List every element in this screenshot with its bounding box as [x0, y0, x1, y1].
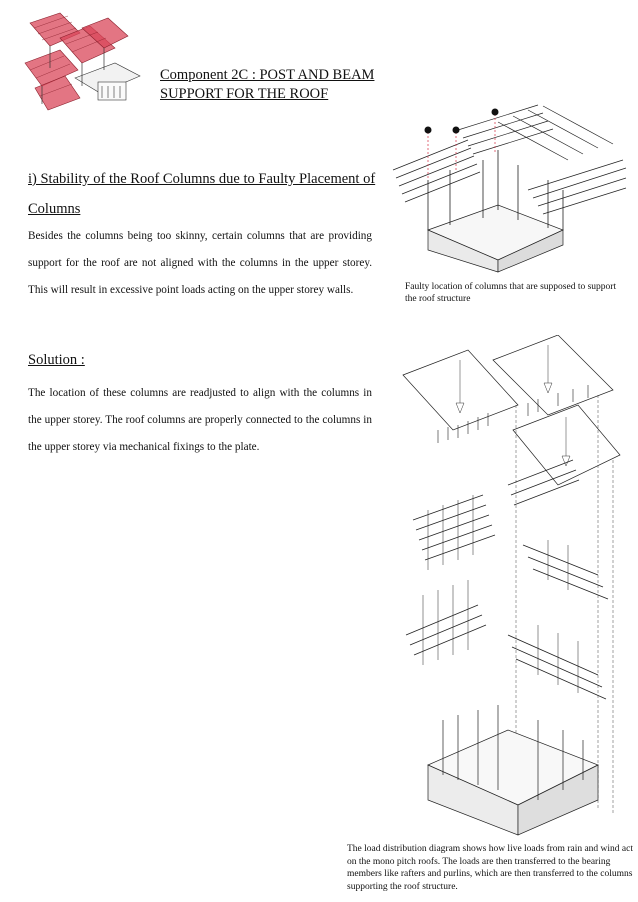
page-heading [160, 66, 374, 104]
key-plan-thumbnail [20, 8, 150, 118]
solution-title: Solution : [28, 352, 85, 368]
figure-2-caption: The load distribution diagram shows how live loads from rain and wind act on the mono pitch roofs. The loads are then transferred to the bearing members like rafters and purlins, which are then transferred to the columns supporting the roof structure. [347, 844, 633, 892]
solution-body: The location of these columns are readjusted to align with the columns in the upper storey. The roof columns are properly connected to the columns in the upper storey via mechanical fixings to the plate. [28, 387, 372, 453]
figure-1-caption: Faulty location of columns that are supposed to support the roof structure [405, 282, 617, 304]
heading-line-1: Component 2C : POST AND BEAM [160, 67, 375, 83]
section-title: i) Stability of the Roof Columns due to Faulty Placement of Columns [28, 171, 376, 217]
faulty-columns-diagram [388, 100, 628, 275]
section-body: Besides the columns being too skinny, certain columns that are providing support for the roof are not aligned with the columns in the upper storey. This will result in excessive point loads acting on the upper storey walls. [28, 230, 372, 296]
heading-line-2: SUPPORT FOR THE ROOF [160, 86, 329, 102]
load-distribution-diagram [398, 335, 630, 840]
